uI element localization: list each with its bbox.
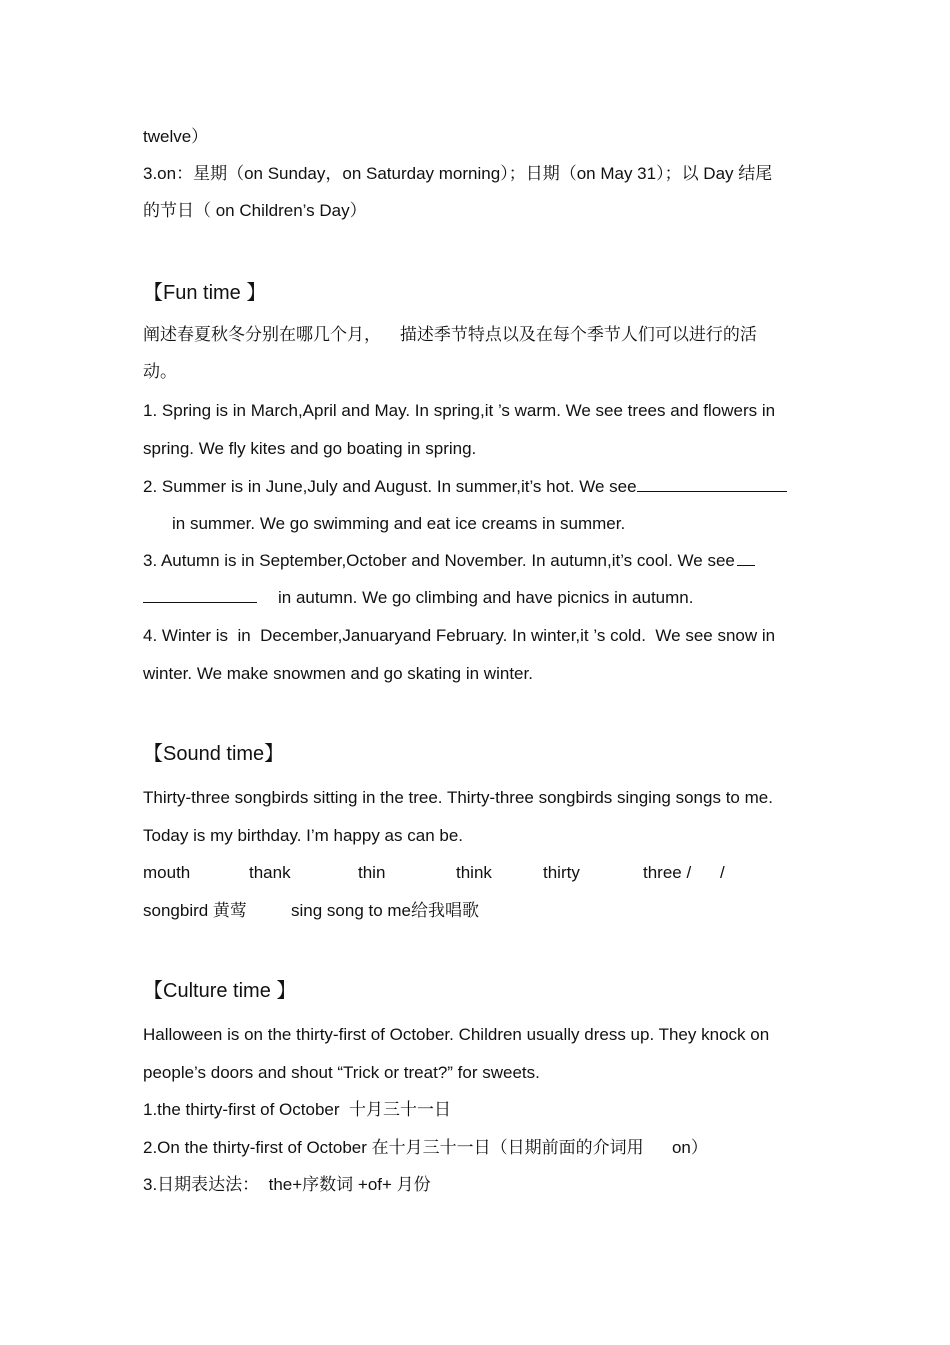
- sound-text-1: Thirty-three songbirds sitting in the tree. Thirty-three songbirds singing songs to me.: [143, 788, 773, 807]
- culture-text-2: people’s doors and shout “Trick or treat?” for sweets.: [143, 1063, 540, 1082]
- culture-item-2: 2.On the thirty-first of October 在十月三十一日（日期前面的介词用 on）: [143, 1138, 708, 1157]
- answer-blank[interactable]: [637, 477, 787, 492]
- culture-text-1: Halloween is on the thirty-first of October. Children usually dress up. They knock on: [143, 1025, 770, 1044]
- fun-item-3-text-b: in autumn. We go climbing and have picnics in autumn.: [278, 588, 694, 607]
- fun-time-intro-1: 阐述春夏秋冬分别在哪几个月， 描述季节特点以及在每个季节人们可以进行的活: [143, 325, 757, 344]
- intro-line-1: twelve）: [143, 127, 209, 146]
- phonics-word: /: [720, 863, 725, 882]
- vocab-songbird: songbird 黄莺: [143, 901, 247, 920]
- fun-item-1-line-a: 1. Spring is in March,April and May. In spring,it ’s warm. We see trees and flowers in: [143, 401, 776, 420]
- answer-blank[interactable]: [143, 588, 257, 603]
- phonics-word: thin: [358, 863, 386, 882]
- phonics-word: thirty: [543, 863, 580, 882]
- fun-time-heading: 【Fun time 】: [143, 282, 267, 304]
- fun-item-2-line-b: in summer. We go swimming and eat ice creams in summer.: [172, 514, 626, 533]
- fun-item-2-text: 2. Summer is in June,July and August. In summer,it’s hot. We see: [143, 477, 637, 496]
- fun-item-3-text: 3. Autumn is in September,October and November. In autumn,it’s cool. We see: [143, 551, 735, 570]
- phonics-word: mouth: [143, 863, 191, 882]
- fun-item-3-line-b: [143, 587, 693, 609]
- phonics-word: think: [456, 863, 492, 882]
- vocab-sing-song: sing song to me给我唱歌: [291, 901, 480, 920]
- intro-line-3: 的节日（ on Children’s Day）: [143, 201, 367, 220]
- phonics-word: thank: [249, 863, 291, 882]
- fun-item-4-line-b: winter. We make snowmen and go skating in winter.: [143, 664, 533, 683]
- culture-item-3: 3.日期表达法： the+序数词 +of+ 月份: [143, 1175, 431, 1194]
- sound-text-2: Today is my birthday. I’m happy as can be.: [143, 826, 464, 845]
- culture-time-heading: 【Culture time 】: [143, 980, 297, 1002]
- answer-blank[interactable]: [737, 551, 755, 566]
- fun-item-4-line-a: 4. Winter is in December,Januaryand February. In winter,it ’s cold. We see snow in: [143, 626, 776, 645]
- culture-item-1: 1.the thirty-first of October 十月三十一日: [143, 1100, 451, 1119]
- phonics-word: three /: [643, 863, 692, 882]
- intro-line-2: 3.on：星期（on Sunday，on Saturday morning）；日期（on May 31）；以 Day 结尾: [143, 164, 773, 183]
- fun-item-1-line-b: spring. We fly kites and go boating in spring.: [143, 439, 477, 458]
- fun-time-intro-2: 动。: [143, 362, 177, 381]
- sound-time-heading: 【Sound time】: [143, 743, 285, 765]
- fun-item-2-line-a: [143, 476, 787, 498]
- fun-item-3-line-a: [143, 550, 755, 572]
